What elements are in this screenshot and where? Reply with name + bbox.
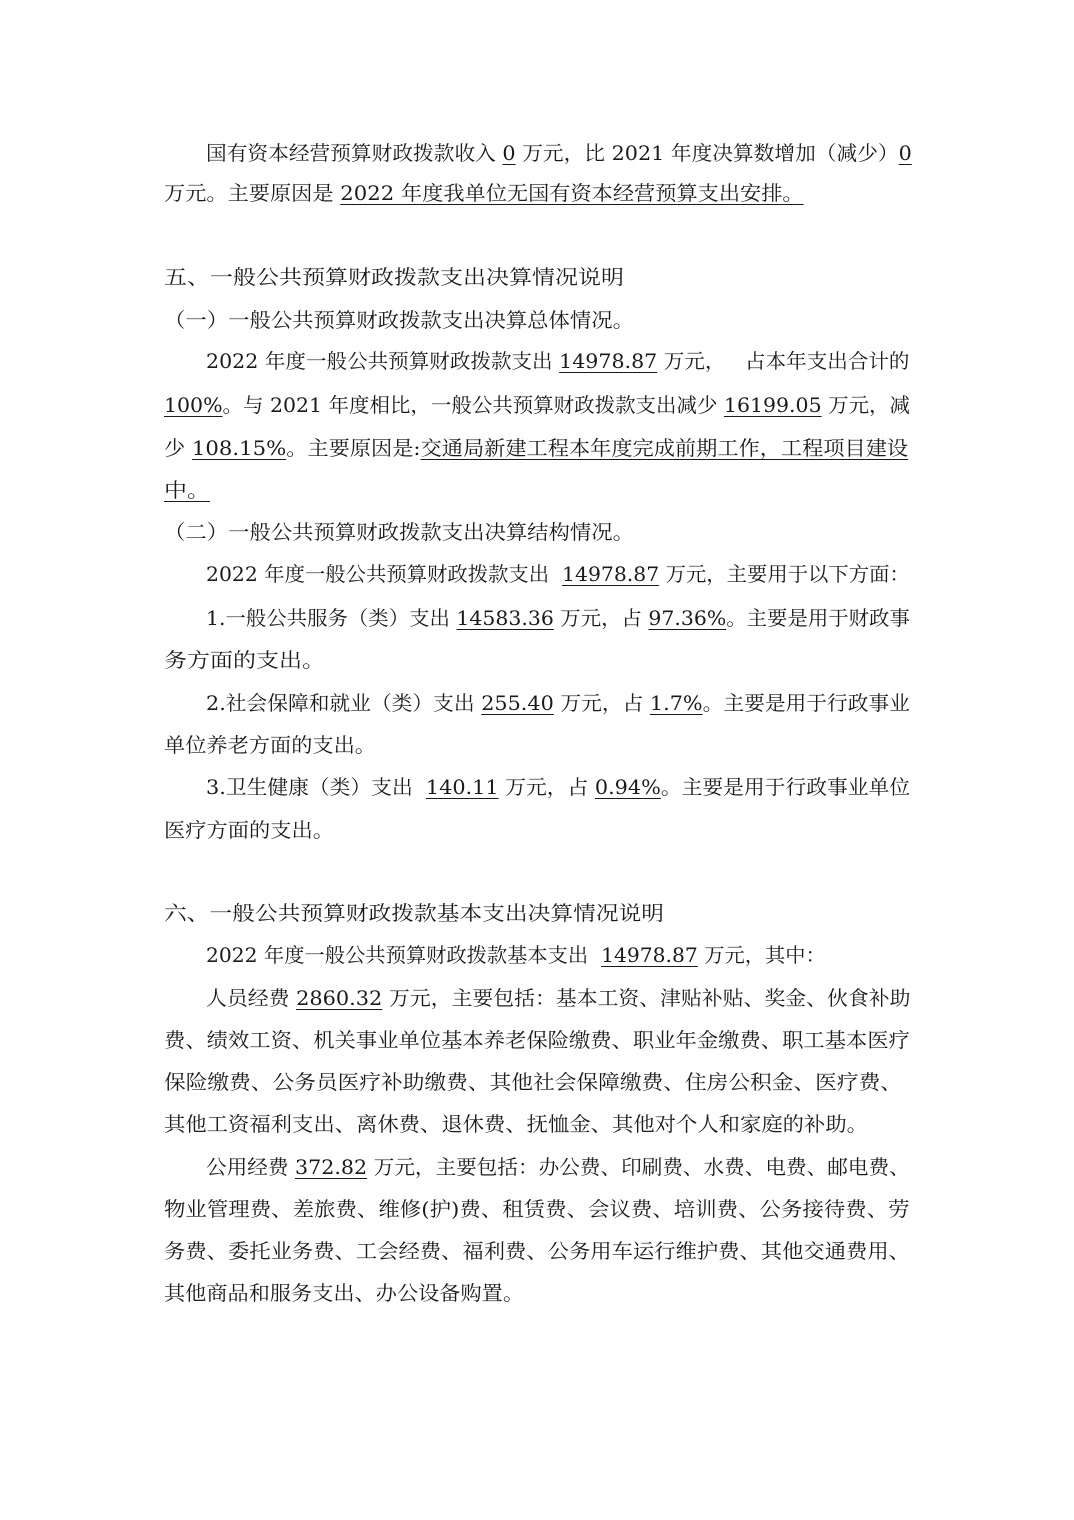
underlined-value: 108.15% <box>191 436 287 460</box>
underlined-value: 100% <box>164 393 223 417</box>
text-line <box>164 305 634 335</box>
text-segment: 六、一般公共预算财政拨款基本支出决算情况说明 <box>164 901 664 925</box>
text-segment: 务费、委托业务费、工会经费、福利费、公务用车运行维护费、其他交通费用、 <box>164 1239 910 1263</box>
underlined-value: 0 <box>898 141 912 165</box>
text-segment: 。与 2021 年度相比，一般公共预算财政拨款支出减少 <box>222 393 724 417</box>
text-line <box>164 898 664 928</box>
underlined-value: 16199.05 <box>723 393 822 417</box>
text-segment: 2022 年度一般公共预算财政拨款基本支出 <box>206 943 602 967</box>
underlined-value: 0.94% <box>594 775 661 799</box>
text-segment: 少 <box>164 436 192 460</box>
text-line <box>164 1194 910 1224</box>
underlined-value: 372.82 <box>295 1155 368 1179</box>
text-line <box>164 1278 524 1308</box>
text-segment: 其他商品和服务支出、办公设备购置。 <box>164 1281 524 1305</box>
text-segment: 万元，占 <box>498 775 595 799</box>
text-segment: 万元，其中： <box>697 943 826 967</box>
text-line <box>164 730 376 760</box>
text-segment: （一）一般公共预算财政拨款支出决算总体情况。 <box>164 308 634 332</box>
text-line <box>206 603 910 633</box>
text-segment: 2022 年度一般公共预算财政拨款支出 <box>206 349 560 373</box>
underlined-value: 14583.36 <box>456 606 554 630</box>
text-line <box>206 559 910 589</box>
text-segment: 万元，减 <box>821 393 910 417</box>
text-line <box>164 262 624 292</box>
underlined-value: 1.7% <box>649 691 703 715</box>
underlined-value: 140.11 <box>425 775 499 799</box>
text-segment: 国有资本经营预算财政拨款收入 <box>206 141 503 165</box>
text-segment: 人员经费 <box>206 986 297 1010</box>
text-segment: 万元。主要原因是 <box>164 181 341 205</box>
text-segment: 2022 年度一般公共预算财政拨款支出 <box>206 562 563 586</box>
text-segment: 。主要是用于财政事 <box>726 606 910 630</box>
underlined-value: 97.36% <box>648 606 727 630</box>
underlined-value: 255.40 <box>481 691 554 715</box>
text-line <box>206 940 826 970</box>
underlined-value: 2860.32 <box>296 986 383 1010</box>
text-segment: 。主要是用于行政事业单位 <box>660 775 911 799</box>
text-segment: 2.社会保障和就业（类）支出 <box>206 691 482 715</box>
underlined-value: 14978.87 <box>562 562 660 586</box>
text-line <box>164 1109 868 1139</box>
text-segment: 公用经费 <box>206 1155 296 1179</box>
underlined-value: 0 <box>502 141 516 165</box>
text-line <box>164 1067 902 1097</box>
text-segment: 万元， 占本年支出合计的 <box>657 349 910 373</box>
text-segment: 3.卫生健康（类）支出 <box>206 775 426 799</box>
text-line <box>164 390 910 420</box>
underlined-value: 中。 <box>164 478 210 502</box>
text-segment: 五、一般公共预算财政拨款支出决算情况说明 <box>164 265 624 289</box>
text-line <box>164 433 908 463</box>
text-segment: 医疗方面的支出。 <box>164 818 334 842</box>
text-segment: 其他工资福利支出、离休费、退休费、抚恤金、其他对个人和家庭的补助。 <box>164 1112 869 1136</box>
text-line <box>164 178 804 208</box>
text-segment: （二）一般公共预算财政拨款支出决算结构情况。 <box>164 520 634 544</box>
text-line <box>206 346 909 376</box>
text-segment: 1.一般公共服务（类）支出 <box>206 606 457 630</box>
text-segment: 。主要原因是: <box>286 436 421 460</box>
underlined-value: 2022 年度我单位无国有资本经营预算支出安排。 <box>340 181 804 205</box>
text-line <box>164 815 334 845</box>
underlined-value: 交通局新建工程本年度完成前期工作，工程项目建设 <box>420 436 909 460</box>
text-segment: 万元，主要包括：基本工资、津贴补贴、奖金、伙食补助 <box>382 986 911 1010</box>
text-line <box>164 517 634 547</box>
text-segment: 万元，占 <box>553 691 650 715</box>
text-segment: 万元，主要包括：办公费、印刷费、水费、电费、邮电费、 <box>367 1155 910 1179</box>
underlined-value: 14978.87 <box>601 943 698 967</box>
text-segment: 。主要是用于行政事业 <box>702 691 910 715</box>
text-line <box>206 772 910 802</box>
text-line <box>164 475 210 505</box>
text-segment: 物业管理费、差旅费、维修(护)费、租赁费、会议费、培训费、公务接待费、劳 <box>164 1197 910 1221</box>
text-line <box>206 983 910 1013</box>
underlined-value: 14978.87 <box>559 349 658 373</box>
text-line <box>164 1025 910 1055</box>
text-line <box>206 688 910 718</box>
text-line <box>164 1236 910 1266</box>
text-line <box>164 645 325 675</box>
text-segment: 万元，占 <box>553 606 649 630</box>
text-segment: 万元，主要用于以下方面： <box>659 562 910 586</box>
text-segment: 务方面的支出。 <box>164 648 325 672</box>
text-segment: 费、绩效工资、机关事业单位基本养老保险缴费、职业年金缴费、职工基本医疗 <box>164 1028 910 1052</box>
text-line <box>206 138 912 168</box>
text-segment: 单位养老方面的支出。 <box>164 733 376 757</box>
text-segment: 保险缴费、公务员医疗补助缴费、其他社会保障缴费、住房公积金、医疗费、 <box>164 1070 902 1094</box>
text-segment: 万元，比 2021 年度决算数增加（减少） <box>515 141 899 165</box>
text-line <box>206 1152 910 1182</box>
